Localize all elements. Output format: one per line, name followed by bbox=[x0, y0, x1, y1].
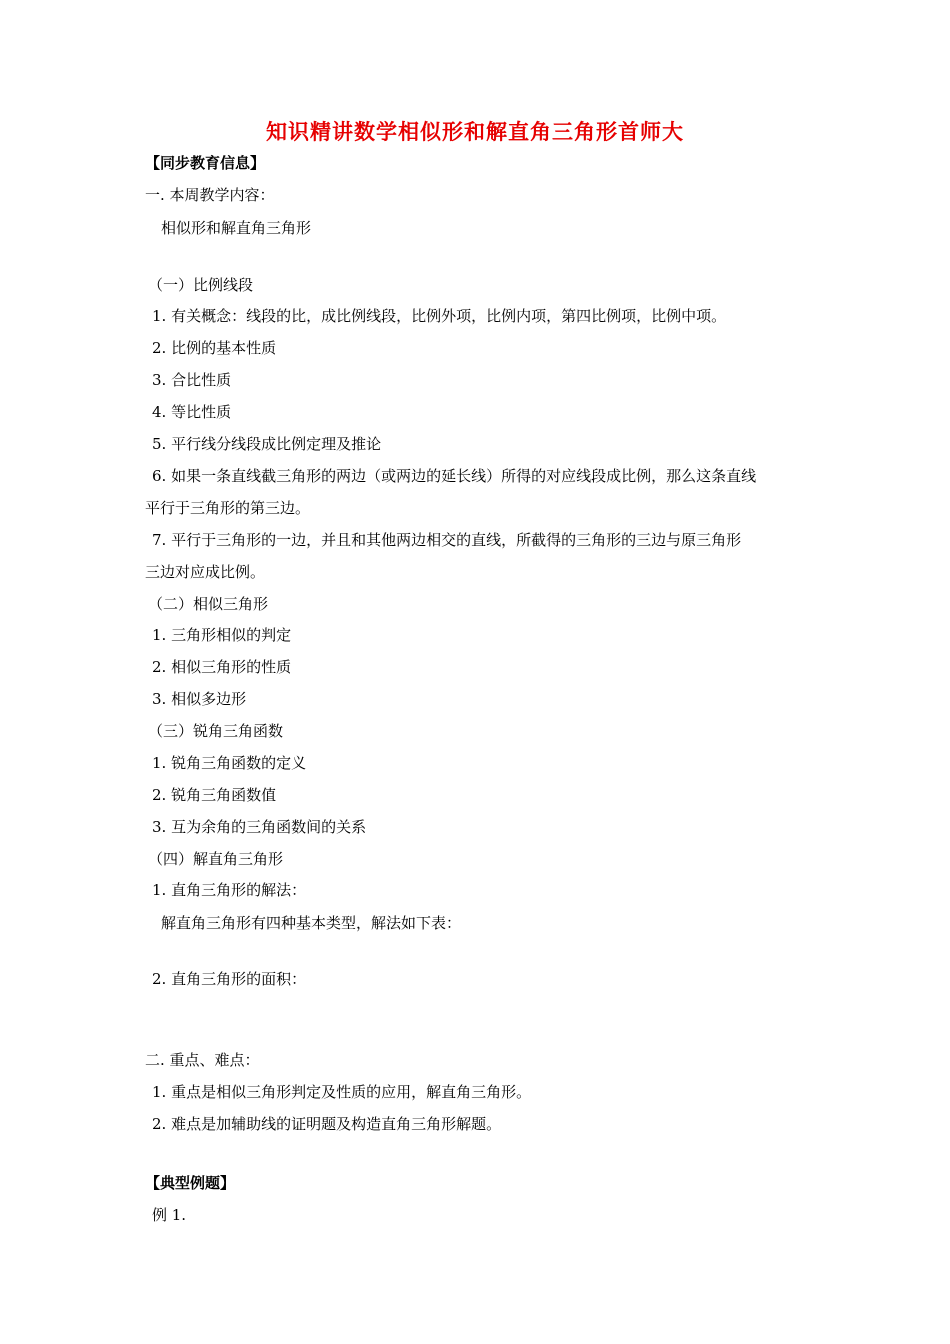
topic-line: 相似形和解直角三角形 bbox=[161, 219, 312, 237]
part2-item: 3. 相似多边形 bbox=[152, 690, 247, 708]
part3-heading: （三）锐角三角函数 bbox=[148, 722, 284, 740]
part1-heading: （一）比例线段 bbox=[148, 276, 254, 294]
part1-item-continued: 平行于三角形的第三边。 bbox=[145, 499, 311, 517]
part1-item: 4. 等比性质 bbox=[152, 403, 232, 421]
part1-item: 2. 比例的基本性质 bbox=[152, 339, 277, 357]
key-points-heading: 二. 重点、难点： bbox=[145, 1051, 260, 1069]
part3-item: 1. 锐角三角函数的定义 bbox=[152, 754, 307, 772]
example-1-label: 例 1. bbox=[152, 1206, 187, 1224]
part1-item: 3. 合比性质 bbox=[152, 371, 232, 389]
part1-item: 6. 如果一条直线截三角形的两边（或两边的延长线）所得的对应线段成比例，那么这条直线 bbox=[152, 467, 757, 485]
part2-item: 2. 相似三角形的性质 bbox=[152, 658, 292, 676]
part3-item: 3. 互为余角的三角函数间的关系 bbox=[152, 818, 367, 836]
part1-item: 5. 平行线分线段成比例定理及推论 bbox=[152, 435, 382, 453]
part3-item: 2. 锐角三角函数值 bbox=[152, 786, 277, 804]
part1-item: 7. 平行于三角形的一边，并且和其他两边相交的直线，所截得的三角形的三边与原三角形 bbox=[152, 531, 742, 549]
part4-heading: （四）解直角三角形 bbox=[148, 850, 284, 868]
examples-header: 【典型例题】 bbox=[145, 1174, 236, 1192]
part2-item: 1. 三角形相似的判定 bbox=[152, 626, 292, 644]
key-point-item: 2. 难点是加辅助线的证明题及构造直角三角形解题。 bbox=[152, 1115, 502, 1133]
part4-item: 解直角三角形有四种基本类型，解法如下表： bbox=[161, 914, 462, 932]
part2-heading: （二）相似三角形 bbox=[148, 595, 269, 613]
part1-item: 1. 有关概念：线段的比，成比例线段，比例外项，比例内项，第四比例项，比例中项。 bbox=[152, 307, 727, 325]
key-point-item: 1. 重点是相似三角形判定及性质的应用，解直角三角形。 bbox=[152, 1083, 532, 1101]
document-title: 知识精讲数学相似形和解直角三角形首师大 bbox=[266, 119, 684, 144]
sync-info-header: 【同步教育信息】 bbox=[145, 154, 266, 172]
part1-item-continued: 三边对应成比例。 bbox=[145, 563, 266, 581]
week-content-heading: 一. 本周教学内容： bbox=[145, 186, 275, 204]
part4-item: 2. 直角三角形的面积： bbox=[152, 970, 307, 988]
part4-item: 1. 直角三角形的解法： bbox=[152, 881, 307, 899]
